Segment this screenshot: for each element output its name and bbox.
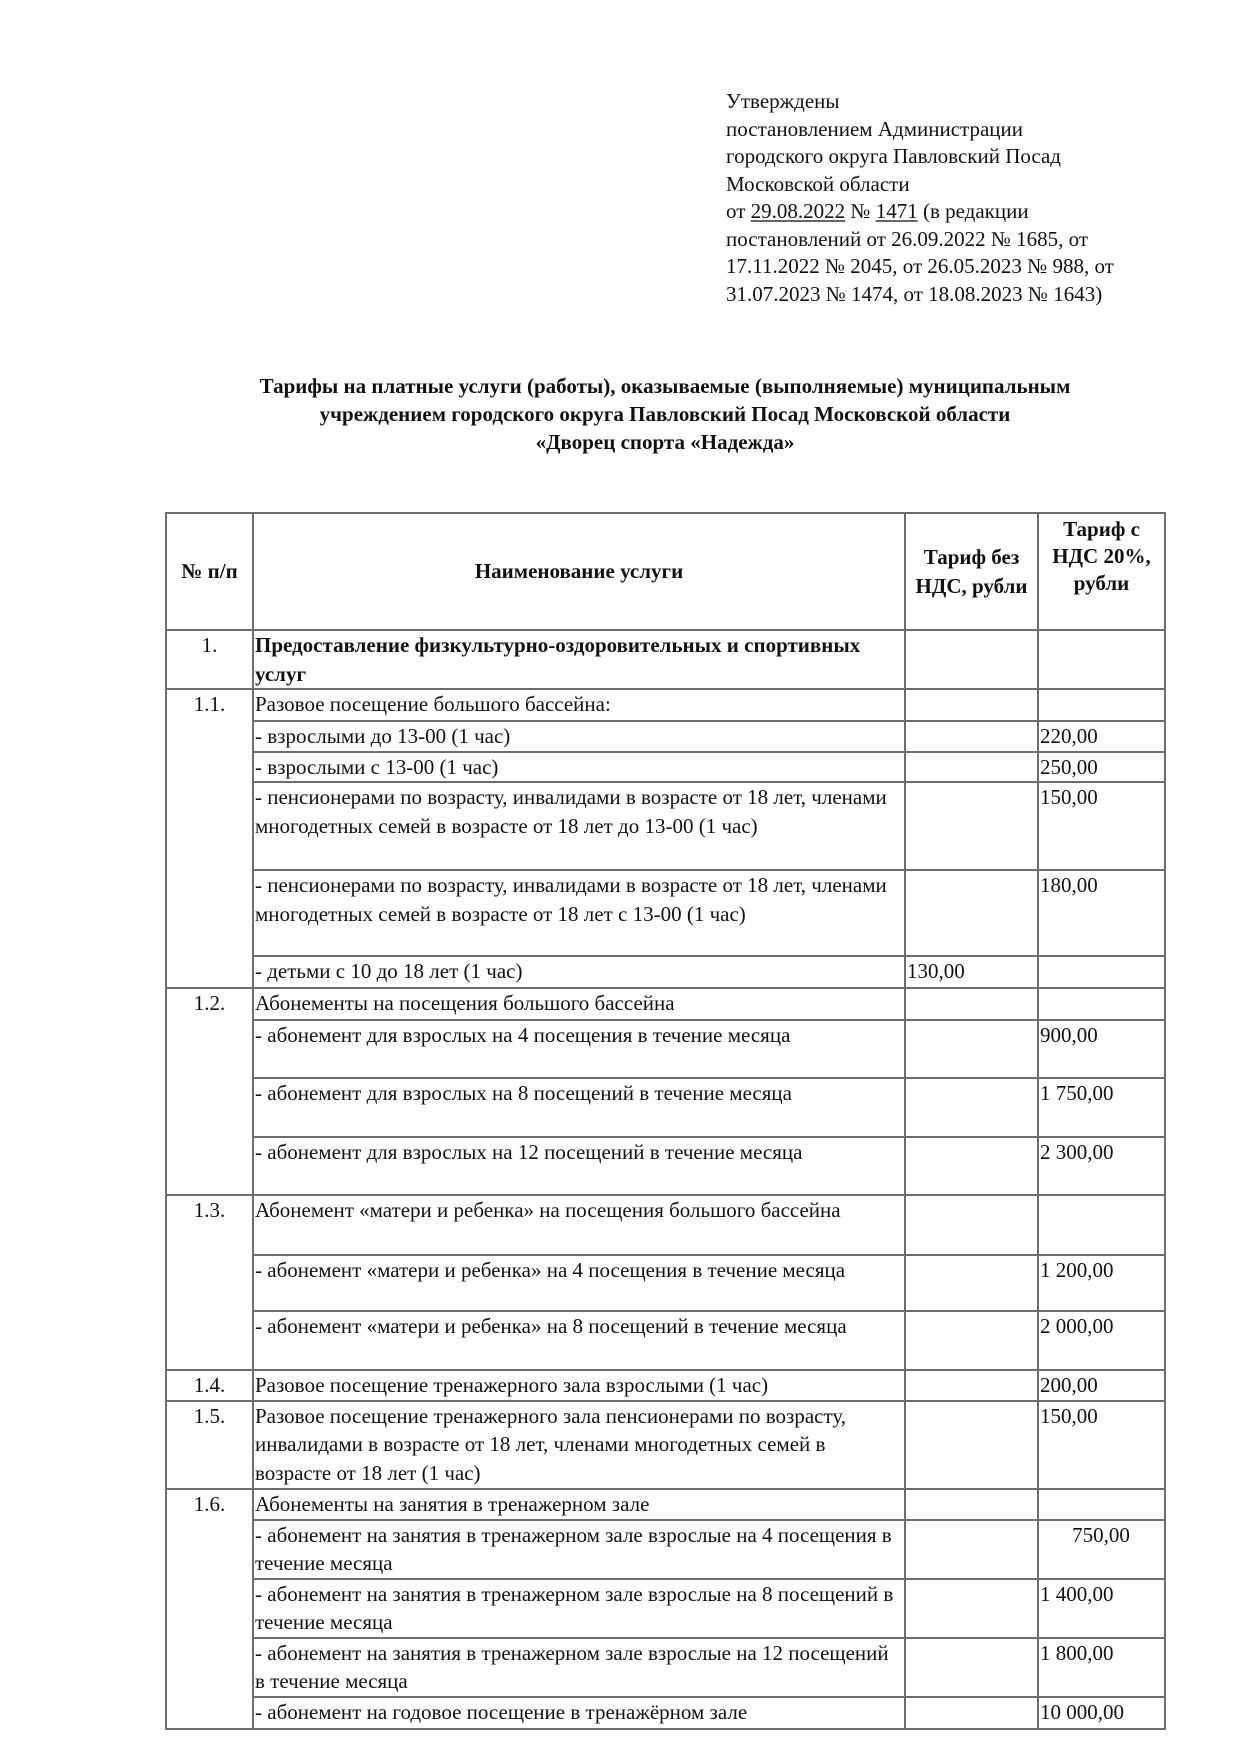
row-no-vat [905,1489,1038,1520]
approval-line: Московской области [726,171,910,196]
table-row [166,630,1165,689]
row-no-vat [905,870,1038,956]
table-row [166,1255,1165,1311]
title-line: «Дворец спорта «Надежда» [535,430,795,454]
row-vat: 1 750,00 [1038,1078,1165,1137]
header-num: № п/п [166,513,253,630]
table-row [166,1697,1165,1729]
row-name: - абонемент на занятия в тренажерном зале взрослые на 4 посещения в течение месяца [253,1520,905,1579]
row-name: - абонемент «матери и ребенка» на 4 посещения в течение месяца [253,1255,905,1311]
row-name: - пенсионерами по возрасту, инвалидами в возрасте от 18 лет, членами многодетных семей в возрасте от 18 лет до 13-00 (1 час) [253,782,905,870]
row-no-vat [905,752,1038,783]
row-name: - абонемент для взрослых на 12 посещений в течение месяца [253,1137,905,1195]
title-line: Тарифы на платные услуги (работы), оказываемые (выполняемые) муниципальным [259,374,1071,398]
approval-block [726,88,1166,308]
row-no-vat [905,721,1038,752]
row-no-vat [905,988,1038,1020]
tariffs-table [165,512,1166,1730]
row-vat: 180,00 [1038,870,1165,956]
row-vat: 750,00 [1038,1520,1165,1579]
decree-number: 1471 [875,199,918,223]
row-num: 1.4. [166,1370,253,1401]
decree-date: 29.08.2022 [750,199,846,223]
row-name: - абонемент на годовое посещение в тренажёрном зале [253,1697,905,1729]
row-name: - абонемент «матери и ребенка» на 8 посещений в течение месяца [253,1311,905,1370]
row-vat: 150,00 [1038,1401,1165,1489]
title-line: учреждением городского округа Павловский Посад Московской области [319,402,1011,426]
table-row [166,1638,1165,1697]
row-name: Разовое посещение тренажерного зала взрослыми (1 час) [253,1370,905,1401]
row-vat [1038,1195,1165,1255]
table-row [166,1020,1165,1078]
row-num: 1.3. [166,1195,253,1370]
row-name: - абонемент на занятия в тренажерном зале взрослые на 12 посещений в течение месяца [253,1638,905,1697]
table-row [166,988,1165,1020]
row-name: Абонементы на посещения большого бассейна [253,988,905,1020]
row-no-vat [905,1401,1038,1489]
table-row [166,782,1165,870]
row-vat [1038,689,1165,721]
row-num: 1.2. [166,988,253,1195]
approval-line: 31.07.2023 № 1474, от 18.08.2023 № 1643) [726,281,1103,306]
table-header-row [166,513,1165,630]
row-name: - абонемент для взрослых на 8 посещений в течение месяца [253,1078,905,1137]
row-no-vat [905,1255,1038,1311]
row-vat: 2 000,00 [1038,1311,1165,1370]
row-no-vat [905,1579,1038,1638]
row-vat [1038,630,1165,689]
approval-line-decree [726,198,1166,226]
row-vat: 900,00 [1038,1020,1165,1078]
table-row [166,1311,1165,1370]
table-row [166,1137,1165,1195]
row-no-vat [905,1195,1038,1255]
row-no-vat [905,1370,1038,1401]
row-name: Абонементы на занятия в тренажерном зале [253,1489,905,1520]
row-num: 1.1. [166,689,253,988]
table-row [166,1078,1165,1137]
row-vat: 150,00 [1038,782,1165,870]
row-no-vat [905,1078,1038,1137]
row-num: 1. [166,630,253,689]
row-vat [1038,1489,1165,1520]
document-title [160,372,1170,456]
row-num: 1.5. [166,1401,253,1489]
table-row [166,1489,1165,1520]
table-row [166,721,1165,752]
row-no-vat [905,782,1038,870]
row-no-vat [905,689,1038,721]
row-vat: 220,00 [1038,721,1165,752]
header-name: Наименование услуги [253,513,905,630]
table-row [166,1401,1165,1489]
row-vat: 2 300,00 [1038,1137,1165,1195]
table-row [166,689,1165,721]
row-name: Разовое посещение большого бассейна: [253,689,905,721]
row-name: - абонемент для взрослых на 4 посещения в течение месяца [253,1020,905,1078]
row-name: - пенсионерами по возрасту, инвалидами в возрасте от 18 лет, членами многодетных семей в возрасте от 18 лет с 13-00 (1 час) [253,870,905,956]
row-vat: 1 800,00 [1038,1638,1165,1697]
row-name: Предоставление физкультурно-оздоровительных и спортивных услуг [253,630,905,689]
row-vat [1038,988,1165,1020]
text: № [845,199,876,223]
row-no-vat [905,1311,1038,1370]
row-vat [1038,956,1165,988]
text: (в редакции [917,199,1029,223]
row-vat: 10 000,00 [1038,1697,1165,1729]
text: от [726,199,751,223]
row-no-vat [905,1137,1038,1195]
approval-line: 17.11.2022 № 2045, от 26.05.2023 № 988, от [726,254,1114,278]
row-vat: 1 200,00 [1038,1255,1165,1311]
approval-line: постановлений от 26.09.2022 № 1685, от [726,226,1089,251]
table-row [166,1370,1165,1401]
row-name: - детьми с 10 до 18 лет (1 час) [253,956,905,988]
table-row [166,870,1165,956]
row-no-vat [905,630,1038,689]
row-no-vat: 130,00 [905,956,1038,988]
row-no-vat [905,1697,1038,1729]
row-no-vat [905,1020,1038,1078]
row-no-vat [905,1638,1038,1697]
row-name: - абонемент на занятия в тренажерном зале взрослые на 8 посещений в течение месяца [253,1579,905,1638]
table-row [166,956,1165,988]
header-tariff-vat: Тариф с НДС 20%, рубли [1038,513,1165,630]
row-num: 1.6. [166,1489,253,1729]
table-row [166,1520,1165,1579]
approval-line: городского округа Павловский Посад [726,144,1061,168]
row-name: - взрослыми до 13-00 (1 час) [253,721,905,752]
approval-line: постановлением Администрации [726,116,1023,141]
row-no-vat [905,1520,1038,1579]
row-vat: 250,00 [1038,752,1165,783]
table-row [166,1195,1165,1255]
row-name: Разовое посещение тренажерного зала пенсионерами по возрасту, инвалидами в возрасте от 18 лет, членами многодетных семей в возрасте от 18 лет (1 час) [253,1401,905,1489]
header-tariff-no-vat: Тариф без НДС, рубли [905,513,1038,630]
table-row [166,1579,1165,1638]
row-vat: 1 400,00 [1038,1579,1165,1638]
row-vat: 200,00 [1038,1370,1165,1401]
row-name: Абонемент «матери и ребенка» на посещения большого бассейна [253,1195,905,1255]
approval-line: Утверждены [726,89,840,113]
row-name: - взрослыми с 13-00 (1 час) [253,752,905,783]
table-row [166,752,1165,783]
